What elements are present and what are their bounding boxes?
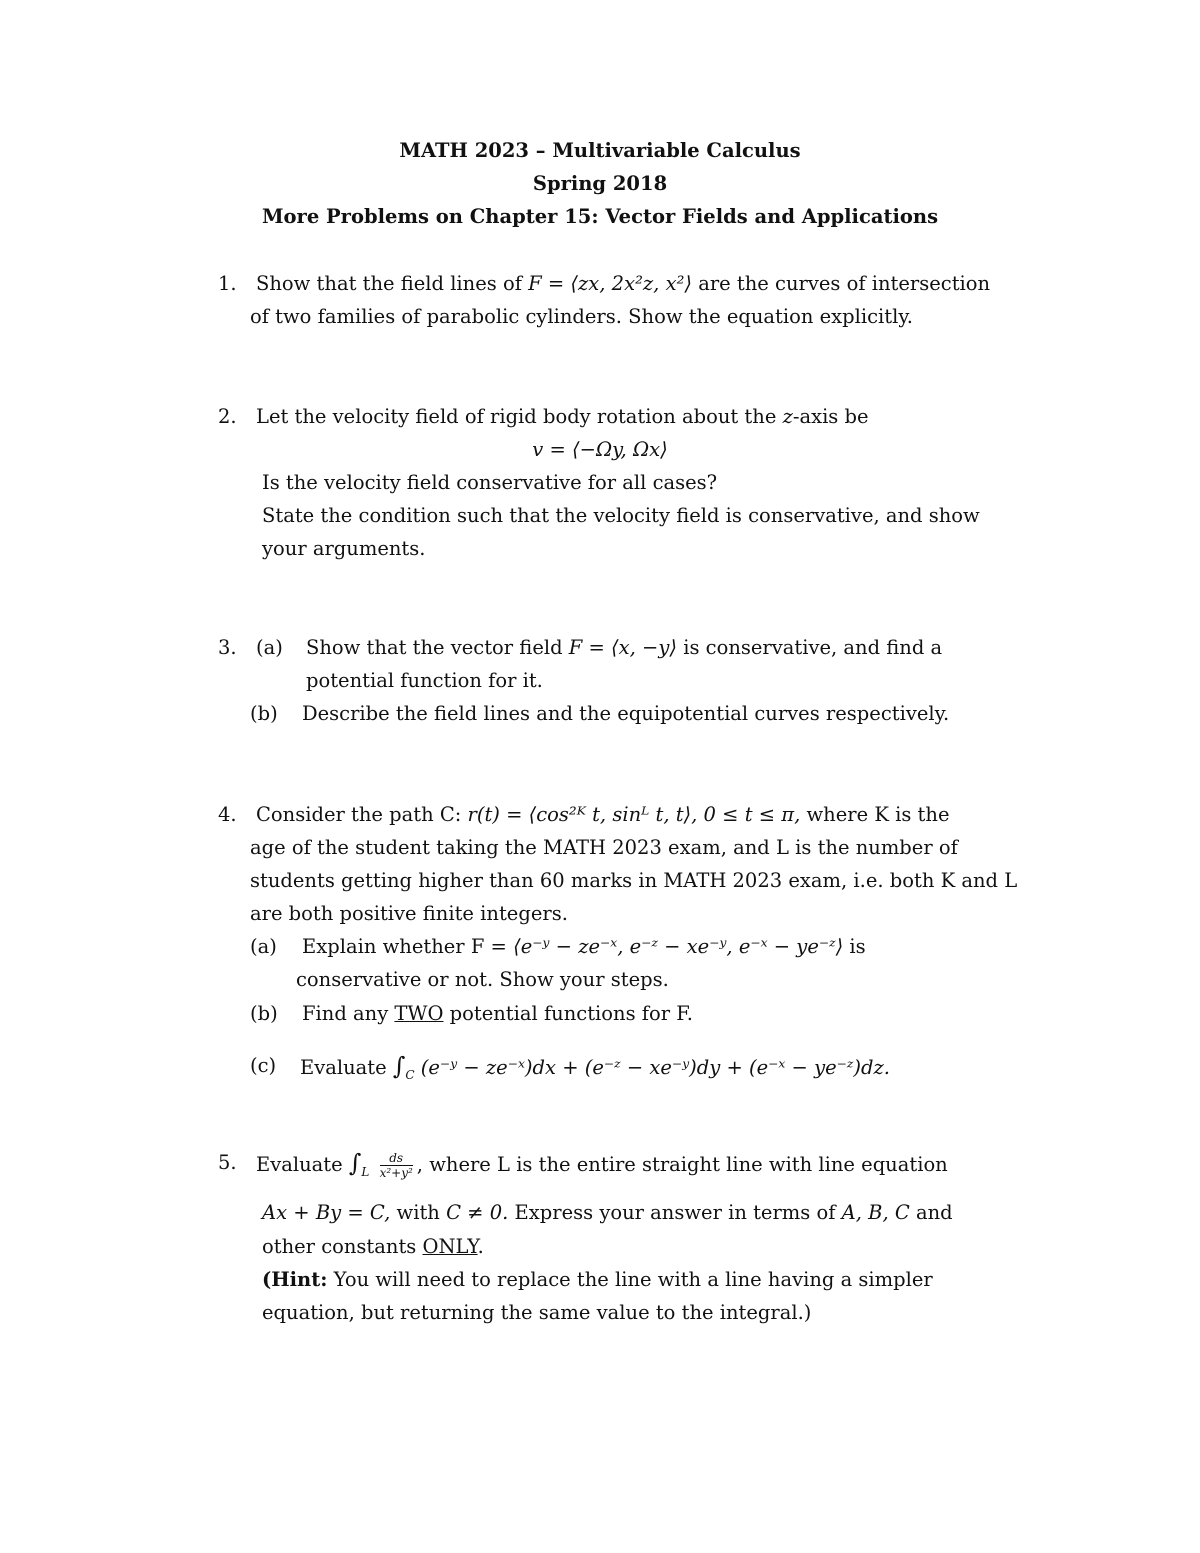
term: Spring 2018 xyxy=(532,172,668,195)
problem-4-path: r(t) = ⟨cos²ᴷ t, sinᴸ t, t⟩, 0 ≤ t ≤ π, xyxy=(467,803,801,826)
problem-5-number: 5. xyxy=(218,1151,237,1174)
problem-1-number: 1. xyxy=(218,272,237,295)
problem-4b-text: Find any TWO potential functions for F. xyxy=(302,1002,693,1025)
problem-1-line-2: of two families of parabolic cylinders. Show the equation explicitly. xyxy=(250,305,913,328)
problem-3a-line-2: potential function for it. xyxy=(306,669,543,692)
problem-4-line-4: are both positive finite integers. xyxy=(250,902,568,925)
problem-2-line-1: Let the velocity field of rigid body rotation about the z-axis be xyxy=(256,405,869,428)
problem-5-fraction: $\frac{ds}{\text{x²+y²}}$ xyxy=(379,1151,413,1180)
course-title: MATH 2023 – Multivariable Calculus xyxy=(399,139,801,162)
problem-3a-line-1: Show that the vector field F = ⟨x, −y⟩ is conservative, and find a xyxy=(306,636,943,659)
integral-sign-icon: ∫ xyxy=(348,1149,362,1177)
problem-3-number: 3. xyxy=(218,636,237,659)
problem-4a-line-1: Explain whether F = ⟨e⁻ʸ − ze⁻ˣ, e⁻ᶻ − xe⁻ʸ, e⁻ˣ − ye⁻ᶻ⟩ is xyxy=(302,935,866,958)
problem-5-hint-line-2: equation, but returning the same value to the integral.) xyxy=(262,1301,812,1324)
problem-5-line-2: Ax + By = C, with C ≠ 0. Express your answer in terms of A, B, C and xyxy=(262,1201,953,1224)
problem-4c-label: (c) xyxy=(250,1054,277,1077)
problem-2-line-5: your arguments. xyxy=(262,537,426,560)
problem-2-line-4: State the condition such that the velocity field is conservative, and show xyxy=(262,504,980,527)
problem-2-number: 2. xyxy=(218,405,237,428)
problem-5-line-3: other constants ONLY. xyxy=(262,1235,484,1258)
integral-sign-icon: ∫ xyxy=(392,1052,406,1080)
problem-4-line-2: age of the student taking the MATH 2023 exam, and L is the number of xyxy=(250,836,958,859)
problem-3a-label: (a) xyxy=(256,636,283,659)
problem-4-line-1: Consider the path C: r(t) = ⟨cos²ᴷ t, sinᴸ t, t⟩, 0 ≤ t ≤ π, where K is the xyxy=(256,803,950,826)
problem-4b-label: (b) xyxy=(250,1002,278,1025)
problem-2-formula: v = ⟨−Ωy, Ωx⟩ xyxy=(532,438,668,461)
hint-label: (Hint: xyxy=(262,1268,328,1291)
problem-4a-line-2: conservative or not. Show your steps. xyxy=(296,968,669,991)
problem-4c-integrand: (e⁻ʸ − ze⁻ˣ)dx + (e⁻ᶻ − xe⁻ʸ)dy + (e⁻ˣ − ye⁻ᶻ)dz. xyxy=(420,1056,890,1079)
problem-5-emphasis: ONLY xyxy=(422,1235,478,1258)
problem-5-hint: (Hint: You will need to replace the line with a line having a simpler xyxy=(262,1268,933,1291)
problem-3b-text: Describe the field lines and the equipotential curves respectively. xyxy=(302,702,950,725)
problem-4-line-3: students getting higher than 60 marks in MATH 2023 exam, i.e. both K and L xyxy=(250,869,1018,892)
problem-4c-text: Evaluate $\int_C$ (e⁻ʸ − ze⁻ˣ)dx + (e⁻ᶻ − xe⁻ʸ)dy + (e⁻ˣ − ye⁻ᶻ)dz. xyxy=(300,1052,890,1082)
problem-2-line-3: Is the velocity field conservative for all cases? xyxy=(262,471,718,494)
problem-4-number: 4. xyxy=(218,803,237,826)
problem-4b-emphasis: TWO xyxy=(394,1002,444,1025)
problem-1-field: F = ⟨zx, 2x²z, x²⟩ xyxy=(528,272,692,295)
problem-5-line-1: Evaluate $\int_L$ $\frac{ds}{\text{x²+y²}}$ , where L is the entire straight line with line equation xyxy=(256,1149,948,1180)
subtitle: More Problems on Chapter 15: Vector Fields and Applications xyxy=(261,205,939,228)
problem-3b-label: (b) xyxy=(250,702,278,725)
problem-1-line-1: Show that the field lines of F = ⟨zx, 2x²z, x²⟩ are the curves of intersection xyxy=(256,272,991,295)
problem-4a-label: (a) xyxy=(250,935,277,958)
